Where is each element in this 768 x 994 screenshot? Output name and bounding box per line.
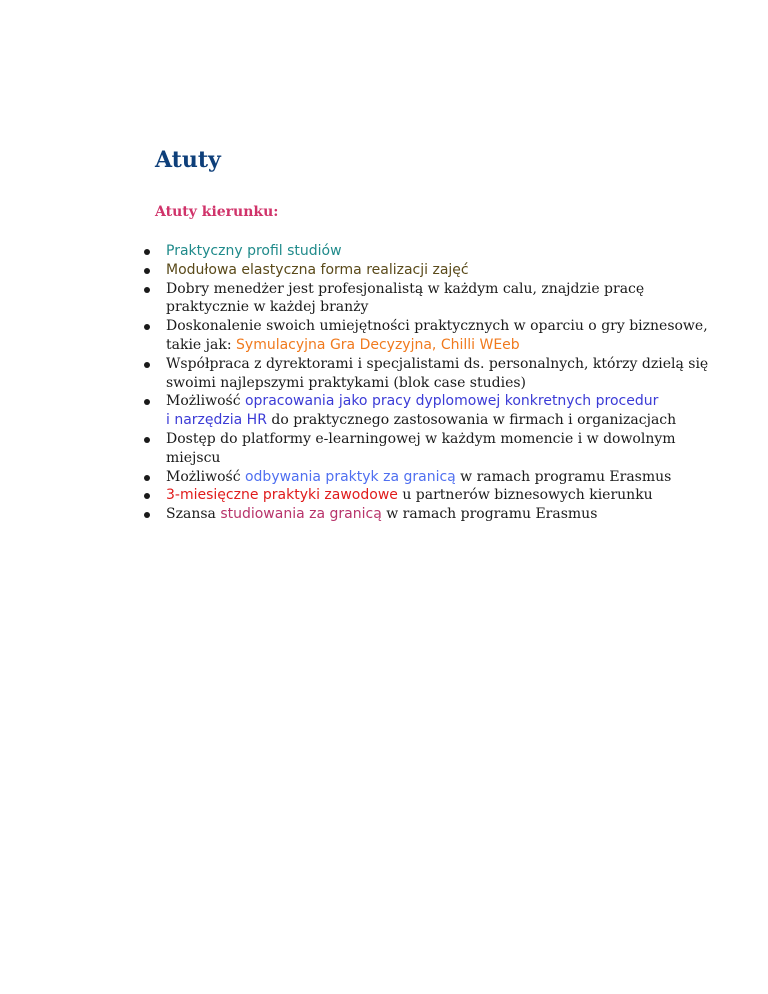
highlight-text: i narzędzia HR <box>166 412 267 429</box>
item-text: Możliwość <box>166 393 245 410</box>
list-item <box>155 355 725 393</box>
list-item <box>155 486 725 505</box>
bullet-icon <box>144 249 150 255</box>
bullet-icon <box>144 324 150 330</box>
highlight-text: opracowania jako pracy dyplomowej konkretnych procedur <box>244 393 659 410</box>
list-item <box>155 468 725 487</box>
list-item <box>155 392 725 430</box>
highlight-text: Modułowa elastyczna forma realizacji zajęć <box>166 261 469 278</box>
list-item <box>155 317 725 355</box>
bullet-icon <box>144 362 150 368</box>
bullet-icon <box>144 437 150 443</box>
highlight-text: 3-miesięczne praktyki zawodowe <box>166 487 398 504</box>
highlight-text: Symulacyjna Gra Decyzyjna, Chilli WEeb <box>236 336 520 353</box>
item-text: Możliwość <box>166 468 245 485</box>
section-subtitle: Atuty kierunku: <box>155 204 279 220</box>
bullet-icon <box>144 512 150 518</box>
list-item <box>155 242 725 261</box>
highlight-text: studiowania za granicą <box>220 506 382 523</box>
document-page <box>155 145 725 524</box>
bullet-icon <box>144 268 150 274</box>
list-item <box>155 261 725 280</box>
list-item <box>155 280 725 318</box>
item-text: Szansa <box>166 506 221 523</box>
bullet-icon <box>144 493 150 499</box>
item-text: Doskonalenie swoich umiejętności praktycznych w oparciu o gry biznesowe, takie jak: <box>166 318 708 353</box>
item-text: w ramach programu Erasmus <box>381 506 598 523</box>
item-text: Dobry menedżer jest profesjonalistą w każdym calu, znajdzie pracę praktycznie w każdej branży <box>166 280 645 316</box>
item-text: u partnerów biznesowych kierunku <box>397 487 653 504</box>
item-text: do praktycznego zastosowania w firmach i organizacjach <box>266 412 677 429</box>
item-text: Dostęp do platformy e-learningowej w każdym momencie i w dowolnym miejscu <box>166 430 676 466</box>
item-text: Współpraca z dyrektorami i specjalistami ds. personalnych, którzy dzielą się swoimi najlepszymi praktykami (blok case studies) <box>166 355 709 391</box>
highlight-text: Praktyczny profil studiów <box>166 243 342 259</box>
highlight-text: odbywania praktyk za granicą <box>244 468 456 485</box>
item-text: w ramach programu Erasmus <box>455 468 672 485</box>
bullet-icon <box>144 475 150 481</box>
page-title: Atuty <box>155 147 221 173</box>
bullet-icon <box>144 399 150 405</box>
list-item <box>155 430 725 468</box>
list-item <box>155 505 725 524</box>
advantages-list <box>155 242 725 524</box>
bullet-icon <box>144 287 150 293</box>
